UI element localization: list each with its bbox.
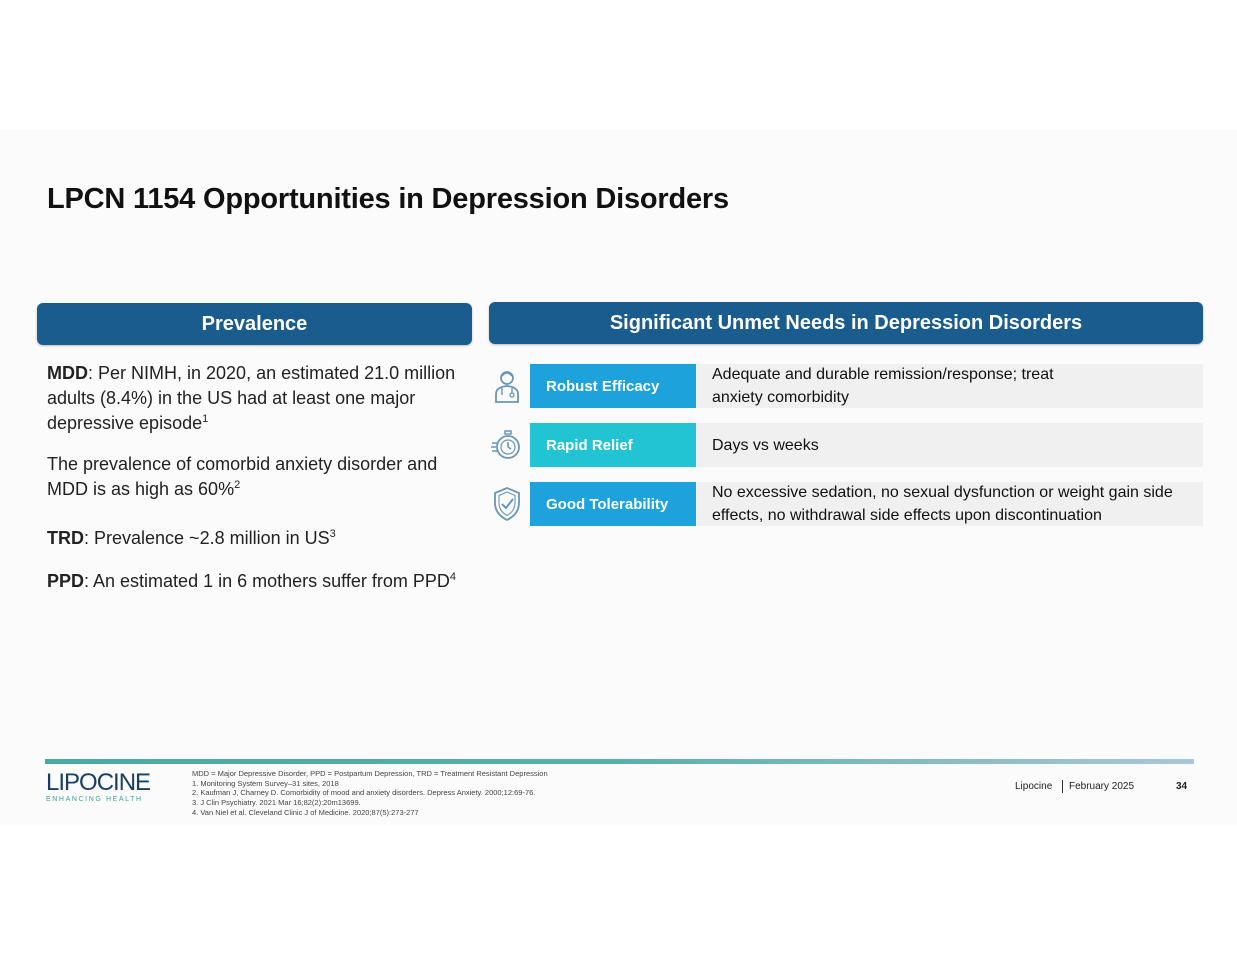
need-desc-line: effects, no withdrawal side effects upon discontinuation [712, 507, 1102, 524]
need-row-tolerability [489, 482, 1203, 526]
footnote: 4. Van Niel et al. Cleveland Clinic J of Medicine. 2020;87(5):273-277 [192, 807, 419, 817]
prevalence-item-ppd [47, 569, 467, 594]
need-label: Rapid Relief [530, 423, 696, 467]
prevalence-text: : Per NIMH, in 2020, an estimated 21.0 million adults (8.4%) in the US had at least one major depressive episode [47, 363, 456, 433]
need-label: Robust Efficacy [530, 364, 696, 408]
need-row-efficacy [489, 364, 1203, 408]
prevalence-header: Prevalence [37, 303, 472, 345]
prevalence-item-mdd [47, 361, 467, 436]
footer-company: Lipocine [1015, 781, 1053, 792]
prevalence-term: TRD [47, 528, 84, 548]
prevalence-term: MDD [47, 363, 88, 383]
footnote: MDD = Major Depressive Disorder, PPD = Postpartum Depression, TRD = Treatment Resistant Depression [192, 769, 548, 778]
footer-separator [1062, 780, 1063, 793]
footnote-ref: 2 [234, 479, 241, 491]
page-title: LPCN 1154 Opportunities in Depression Disorders [47, 183, 729, 215]
need-desc-line: Adequate and durable remission/response; treat [712, 366, 1054, 383]
prevalence-term: PPD [47, 571, 85, 591]
prevalence-item-trd [47, 526, 467, 551]
footnote: 3. J Clin Psychiatry. 2021 Mar 16;82(2):20m13699. [192, 798, 361, 808]
footnotes [192, 769, 548, 818]
prevalence-text: The prevalence of comorbid anxiety disorder and MDD is as high as 60% [47, 454, 438, 499]
footnote-ref: 4 [449, 571, 456, 583]
stopwatch-icon [489, 423, 525, 467]
need-label: Good Tolerability [530, 482, 696, 526]
company-logo [46, 771, 156, 803]
need-desc-line: anxiety comorbidity [712, 389, 849, 406]
shield-check-icon [489, 482, 525, 526]
need-desc-line: Days vs weeks [712, 436, 819, 454]
doctor-icon [489, 364, 525, 408]
need-description [696, 364, 1203, 408]
footnote: 2. Kaufman J, Charney D. Comorbidity of mood and anxiety disorders. Depress Anxiety. 2000;12:69-76. [192, 788, 536, 798]
footnote-ref: 1 [202, 413, 209, 425]
unmet-needs-header: Significant Unmet Needs in Depression Disorders [489, 302, 1203, 344]
footer-divider [45, 759, 1194, 764]
prevalence-item-comorbid [47, 452, 467, 502]
need-desc-line: No excessive sedation, no sexual dysfunction or weight gain side [712, 484, 1173, 501]
need-row-relief [489, 423, 1203, 467]
footer-date: February 2025 [1069, 781, 1135, 792]
page-number: 34 [1176, 781, 1188, 792]
footnote: 1. Monitoring System Survey–31 sites, 2018 [192, 778, 339, 788]
need-description [696, 423, 1203, 467]
prevalence-text: : Prevalence ~2.8 million in US [84, 528, 330, 548]
need-description [696, 482, 1203, 526]
footnote-ref: 3 [329, 528, 336, 540]
logo-wordmark: LIPOCINE [46, 769, 151, 796]
logo-tagline: ENHANCING HEALTH [46, 796, 143, 803]
prevalence-text: : An estimated 1 in 6 mothers suffer from PPD [84, 571, 450, 591]
